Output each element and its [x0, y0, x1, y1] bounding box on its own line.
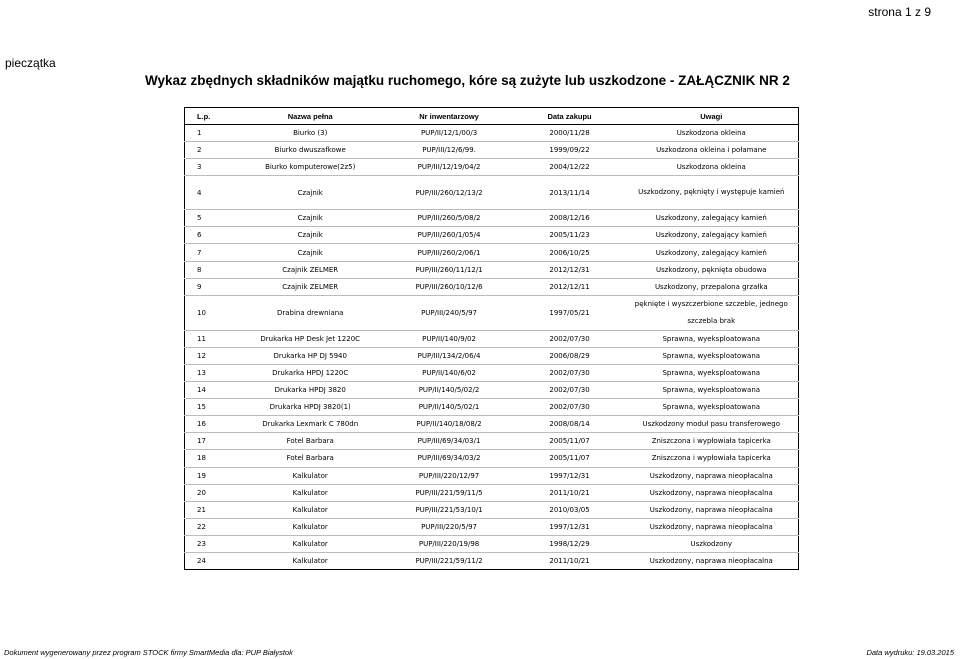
row-inventory-number-cell: PUP/II/140/5/02/1 [384, 399, 515, 416]
row-inventory-number-cell: PUP/III/260/12/13/2 [384, 176, 515, 210]
row-notes-cell: Uszkodzony, naprawa nieopłacalna [625, 501, 799, 518]
row-name-cell: Drukarka Lexmark C 780dn [237, 416, 384, 433]
row-notes-cell: Uszkodzony, pęknięta obudowa [625, 261, 799, 278]
table-row [185, 330, 799, 347]
table-row [185, 467, 799, 484]
row-inventory-number-cell: PUP/III/220/5/97 [384, 518, 515, 535]
table-row [185, 347, 799, 364]
row-notes-cell: Uszkodzony, pęknięty i występuje kamień [625, 176, 799, 210]
row-name-cell: Czajnik [237, 227, 384, 244]
table-row [185, 142, 799, 159]
row-name-cell: Fotel Barbara [237, 433, 384, 450]
row-lp-cell: 8 [185, 261, 237, 278]
row-notes-cell: Uszkodzony, przepalona grzałka [625, 278, 799, 295]
table-row [185, 210, 799, 227]
table-row [185, 176, 799, 210]
row-notes-cell: Uszkodzony, naprawa nieopłacalna [625, 484, 799, 501]
row-purchase-date-cell: 1997/12/31 [515, 518, 625, 535]
row-notes-cell: Uszkodzony, zalegający kamień [625, 244, 799, 261]
table-row [185, 159, 799, 176]
table-row [185, 244, 799, 261]
table-row [185, 433, 799, 450]
row-name-cell: Kalkulator [237, 467, 384, 484]
header-lp: L.p. [185, 108, 237, 125]
document-title: Wykaz zbędnych składników majątku ruchomego, kóre są zużyte lub uszkodzone - ZAŁĄCZNIK NR 2 [145, 73, 790, 88]
row-notes-cell: Zniszczona i wypłowiała tapicerka [625, 450, 799, 467]
row-name-cell: Drukarka HP DJ 5940 [237, 347, 384, 364]
row-purchase-date-cell: 1998/12/29 [515, 535, 625, 552]
row-name-cell: Kalkulator [237, 484, 384, 501]
table-row [185, 382, 799, 399]
row-inventory-number-cell: PUP/III/221/53/10/1 [384, 501, 515, 518]
row-lp-cell: 17 [185, 433, 237, 450]
row-name-cell: Drukarka HPDJ 1220C [237, 364, 384, 381]
row-purchase-date-cell: 2006/08/29 [515, 347, 625, 364]
row-name-cell: Czajnik [237, 244, 384, 261]
row-name-cell: Kalkulator [237, 501, 384, 518]
row-notes-cell: Uszkodzony [625, 535, 799, 552]
row-lp-cell: 15 [185, 399, 237, 416]
row-lp-cell: 9 [185, 278, 237, 295]
row-notes-cell: pęknięte i wyszczerbione szczeble, jednego szczebla brak [625, 295, 799, 330]
page-number: strona 1 z 9 [868, 5, 931, 19]
row-purchase-date-cell: 2010/03/05 [515, 501, 625, 518]
table-row [185, 364, 799, 381]
row-purchase-date-cell: 2013/11/14 [515, 176, 625, 210]
row-purchase-date-cell: 2011/10/21 [549, 557, 590, 566]
row-name-cell: Kalkulator [237, 518, 384, 535]
table-row [185, 501, 799, 518]
row-name-cell: Czajnik [237, 176, 384, 210]
row-inventory-number-cell: PUP/III/260/11/12/1 [384, 261, 515, 278]
row-inventory-number-cell: PUP/III/220/12/97 [384, 467, 515, 484]
row-inventory-number-cell: PUP/III/221/59/11/2 [415, 557, 483, 566]
row-purchase-date-cell: 1997/05/21 [515, 295, 625, 330]
row-name-cell: Drukarka HPDJ 3820 [237, 382, 384, 399]
table-row [185, 535, 799, 552]
table-row [185, 125, 799, 142]
row-inventory-number-cell: PUP/III/12/19/04/2 [384, 159, 515, 176]
table-row [185, 278, 799, 295]
row-notes-cell: Uszkodzony, naprawa nieopłacalna [625, 518, 799, 535]
row-purchase-date-cell: 2004/12/22 [515, 159, 625, 176]
row-purchase-date-cell: 2002/07/30 [515, 382, 625, 399]
row-lp-cell: 22 [185, 518, 237, 535]
row-purchase-date-cell: 2012/12/11 [515, 278, 625, 295]
row-name-cell: Fotel Barbara [237, 450, 384, 467]
row-purchase-date-cell: 2012/12/31 [515, 261, 625, 278]
row-name-cell: Kalkulator [237, 535, 384, 552]
table-row [185, 295, 799, 330]
row-lp-cell: 4 [185, 176, 237, 210]
row-notes-cell: Uszkodzona okleina [625, 125, 799, 142]
row-lp-cell: 1 [185, 125, 237, 142]
row-inventory-number-cell: PUP/III/134/2/06/4 [384, 347, 515, 364]
row-inventory-number-cell: PUP/II/12/1/00/3 [384, 125, 515, 142]
row-inventory-number-cell: PUP/III/221/59/11/5 [384, 484, 515, 501]
row-lp-cell: 14 [185, 382, 237, 399]
footer-generated-by: Dokument wygenerowany przez program STOCK firmy SmartMedia dla: PUP Białystok [4, 648, 293, 657]
row-name-cell: Biurko komputerowe(2z5) [237, 159, 384, 176]
row-inventory-number-cell: PUP/III/260/2/06/1 [384, 244, 515, 261]
table-row [185, 518, 799, 535]
row-purchase-date-cell: 1997/12/31 [515, 467, 625, 484]
row-lp-cell: 18 [185, 450, 237, 467]
row-lp-cell: 21 [185, 501, 237, 518]
row-notes-cell: Sprawna, wyeksploatowana [625, 382, 799, 399]
row-purchase-date-cell: 2002/07/30 [515, 330, 625, 347]
row-notes-cell: Uszkodzony, naprawa nieopłacalna [649, 557, 773, 566]
header-purchase-date: Data zakupu [515, 108, 625, 125]
table-row [185, 416, 799, 433]
row-purchase-date-cell: 2011/10/21 [515, 484, 625, 501]
row-lp-cell: 7 [185, 244, 237, 261]
row-notes-cell: Uszkodzony, naprawa nieopłacalna [625, 467, 799, 484]
row-inventory-number-cell: PUP/III/240/5/97 [384, 295, 515, 330]
row-lp-cell: 16 [185, 416, 237, 433]
row-inventory-number-cell: PUP/III/12/6/99. [384, 142, 515, 159]
table-row [185, 552, 799, 569]
row-lp-cell: 20 [185, 484, 237, 501]
row-purchase-date-cell: 2008/12/16 [515, 210, 625, 227]
row-notes-cell: Uszkodzona okleina i połamane [625, 142, 799, 159]
row-notes-cell: Zniszczona i wypłowiała tapicerka [625, 433, 799, 450]
table-row [185, 227, 799, 244]
row-notes-cell: Sprawna, wyeksploatowana [625, 399, 799, 416]
row-purchase-date-cell: 2002/07/30 [515, 399, 625, 416]
row-lp-cell: 11 [185, 330, 237, 347]
row-inventory-number-cell: PUP/III/69/34/03/2 [384, 450, 515, 467]
row-purchase-date-cell: 2005/11/07 [515, 450, 625, 467]
row-inventory-number-cell: PUP/II/140/18/08/2 [384, 416, 515, 433]
footer-print-date: Data wydruku: 19.03.2015 [866, 648, 954, 657]
row-name-cell: Czajnik [237, 210, 384, 227]
row-lp-cell: 12 [185, 347, 237, 364]
row-name-cell: Czajnik ZELMER [237, 278, 384, 295]
row-notes-cell: Uszkodzony moduł pasu transferowego [625, 416, 799, 433]
header-inventory-number: Nr inwentarzowy [384, 108, 515, 125]
row-purchase-date-cell: 2000/11/28 [515, 125, 625, 142]
row-notes-cell: Sprawna, wyeksploatowana [625, 330, 799, 347]
table-header-row [185, 108, 799, 125]
row-notes-cell: Uszkodzony, zalegający kamień [625, 210, 799, 227]
row-notes-cell: Sprawna, wyeksploatowana [625, 347, 799, 364]
row-lp-cell: 3 [185, 159, 237, 176]
row-lp-cell: 10 [185, 295, 237, 330]
row-inventory-number-cell: PUP/II/140/6/02 [384, 364, 515, 381]
row-name-cell: Drabina drewniana [237, 295, 384, 330]
row-purchase-date-cell: 2008/08/14 [515, 416, 625, 433]
row-inventory-number-cell: PUP/III/260/5/08/2 [384, 210, 515, 227]
row-name-cell: Biurko dwuszafkowe [237, 142, 384, 159]
row-purchase-date-cell: 1999/09/22 [515, 142, 625, 159]
row-name-cell: Drukarka HP Desk Jet 1220C [237, 330, 384, 347]
row-lp-cell: 24 [197, 557, 206, 566]
row-name-cell: Biurko (3) [237, 125, 384, 142]
row-purchase-date-cell: 2006/10/25 [515, 244, 625, 261]
table-row [185, 484, 799, 501]
table-row [185, 261, 799, 278]
row-purchase-date-cell: 2005/11/07 [515, 433, 625, 450]
row-inventory-number-cell: PUP/III/69/34/03/1 [384, 433, 515, 450]
row-notes-cell: Uszkodzony, zalegający kamień [625, 227, 799, 244]
row-inventory-number-cell: PUP/II/140/5/02/2 [384, 382, 515, 399]
inventory-table [184, 107, 799, 570]
row-name-cell: Czajnik ZELMER [237, 261, 384, 278]
table-row [185, 399, 799, 416]
table-row [185, 450, 799, 467]
row-purchase-date-cell: 2002/07/30 [515, 364, 625, 381]
row-lp-cell: 23 [185, 535, 237, 552]
header-notes: Uwagi [625, 108, 799, 125]
row-name-cell: Drukarka HPDJ 3820(1) [237, 399, 384, 416]
row-lp-cell: 13 [185, 364, 237, 381]
row-inventory-number-cell: PUP/III/220/19/98 [384, 535, 515, 552]
row-name-cell: Kalkulator [292, 557, 328, 566]
row-inventory-number-cell: PUP/III/260/10/12/6 [384, 278, 515, 295]
row-purchase-date-cell: 2005/11/23 [515, 227, 625, 244]
row-notes-cell: Sprawna, wyeksploatowana [625, 364, 799, 381]
row-lp-cell: 5 [185, 210, 237, 227]
row-inventory-number-cell: PUP/III/260/1/05/4 [384, 227, 515, 244]
row-inventory-number-cell: PUP/II/140/9/02 [384, 330, 515, 347]
row-lp-cell: 2 [185, 142, 237, 159]
row-notes-cell: Uszkodzona okleina [625, 159, 799, 176]
row-lp-cell: 19 [185, 467, 237, 484]
row-lp-cell: 6 [185, 227, 237, 244]
stamp-label: pieczątka [5, 56, 56, 70]
header-name: Nazwa pełna [237, 108, 384, 125]
